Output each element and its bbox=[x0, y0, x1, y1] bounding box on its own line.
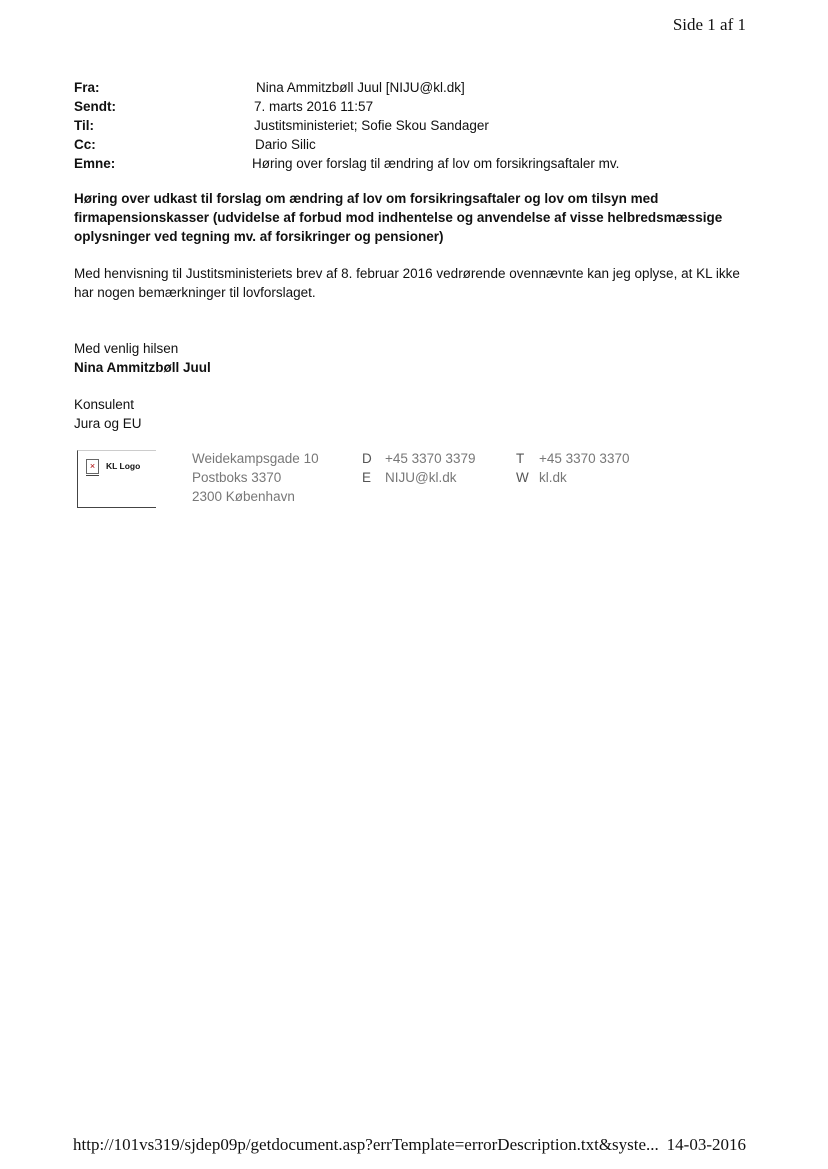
signature-title-block bbox=[74, 395, 142, 433]
header-sent-value: 7. marts 2016 11:57 bbox=[254, 99, 374, 114]
signature-department: Jura og EU bbox=[74, 416, 142, 431]
email-row bbox=[362, 468, 475, 487]
footer-url: http://101vs319/sjdep09p/getdocument.asp?errTemplate=errorDescription.txt&syste... bbox=[73, 1135, 659, 1154]
web-row bbox=[516, 468, 629, 487]
signature-greeting-block bbox=[74, 339, 211, 377]
tel-row bbox=[516, 449, 629, 468]
tel-prefix: T bbox=[516, 451, 525, 466]
header-cc-value: Dario Silic bbox=[255, 137, 316, 152]
broken-image-shadow bbox=[86, 475, 99, 476]
address-block bbox=[192, 449, 319, 506]
header-subject-value: Høring over forslag til ændring af lov om forsikringsaftaler mv. bbox=[252, 156, 620, 171]
email-address: NIJU@kl.dk bbox=[385, 470, 457, 485]
header-sent-label: Sendt: bbox=[74, 99, 116, 114]
tel-number: +45 3370 3370 bbox=[539, 451, 630, 466]
kl-logo bbox=[77, 450, 156, 508]
signature-title: Konsulent bbox=[74, 397, 135, 412]
header-from-label: Fra: bbox=[74, 80, 100, 95]
direct-phone-prefix: D bbox=[362, 451, 372, 466]
signature-greeting: Med venlig hilsen bbox=[74, 341, 179, 356]
web-address: kl.dk bbox=[539, 470, 567, 485]
direct-phone: +45 3370 3379 bbox=[385, 451, 476, 466]
direct-contact-block bbox=[362, 449, 475, 487]
subject-heading: Høring over udkast til forslag om ændring af lov om forsikringsaftaler og lov om tilsyn med firmapensionskasser (udvidelse af forbud mod indhentelse og anvendelse af visse helbredsmæssige oplysninger ved tegning mv. af forsikringer og pensioner) bbox=[74, 191, 723, 244]
broken-image-icon: × bbox=[86, 459, 99, 474]
address-line: Weidekampsgade 10 bbox=[192, 451, 319, 466]
header-from-value: Nina Ammitzbøll Juul [NIJU@kl.dk] bbox=[256, 80, 465, 95]
direct-phone-row bbox=[362, 449, 475, 468]
logo-alt-text: KL Logo bbox=[106, 461, 141, 471]
header-to-label: Til: bbox=[74, 118, 94, 133]
header-cc-label: Cc: bbox=[74, 137, 96, 152]
web-prefix: W bbox=[516, 470, 529, 485]
header-to-value: Justitsministeriet; Sofie Skou Sandager bbox=[254, 118, 489, 133]
message-body: Med henvisning til Justitsministeriets brev af 8. februar 2016 vedrørende ovennævnte kan jeg oplyse, at KL ikke har nogen bemærkninger til lovforslaget. bbox=[74, 266, 740, 300]
address-line: 2300 København bbox=[192, 489, 295, 504]
email-prefix: E bbox=[362, 470, 372, 485]
signature-name: Nina Ammitzbøll Juul bbox=[74, 360, 211, 375]
page-number: Side 1 af 1 bbox=[672, 15, 746, 34]
general-contact-block bbox=[516, 449, 629, 487]
address-line: Postboks 3370 bbox=[192, 470, 282, 485]
footer-date: 14-03-2016 bbox=[666, 1135, 746, 1154]
header-subject-label: Emne: bbox=[74, 156, 116, 171]
